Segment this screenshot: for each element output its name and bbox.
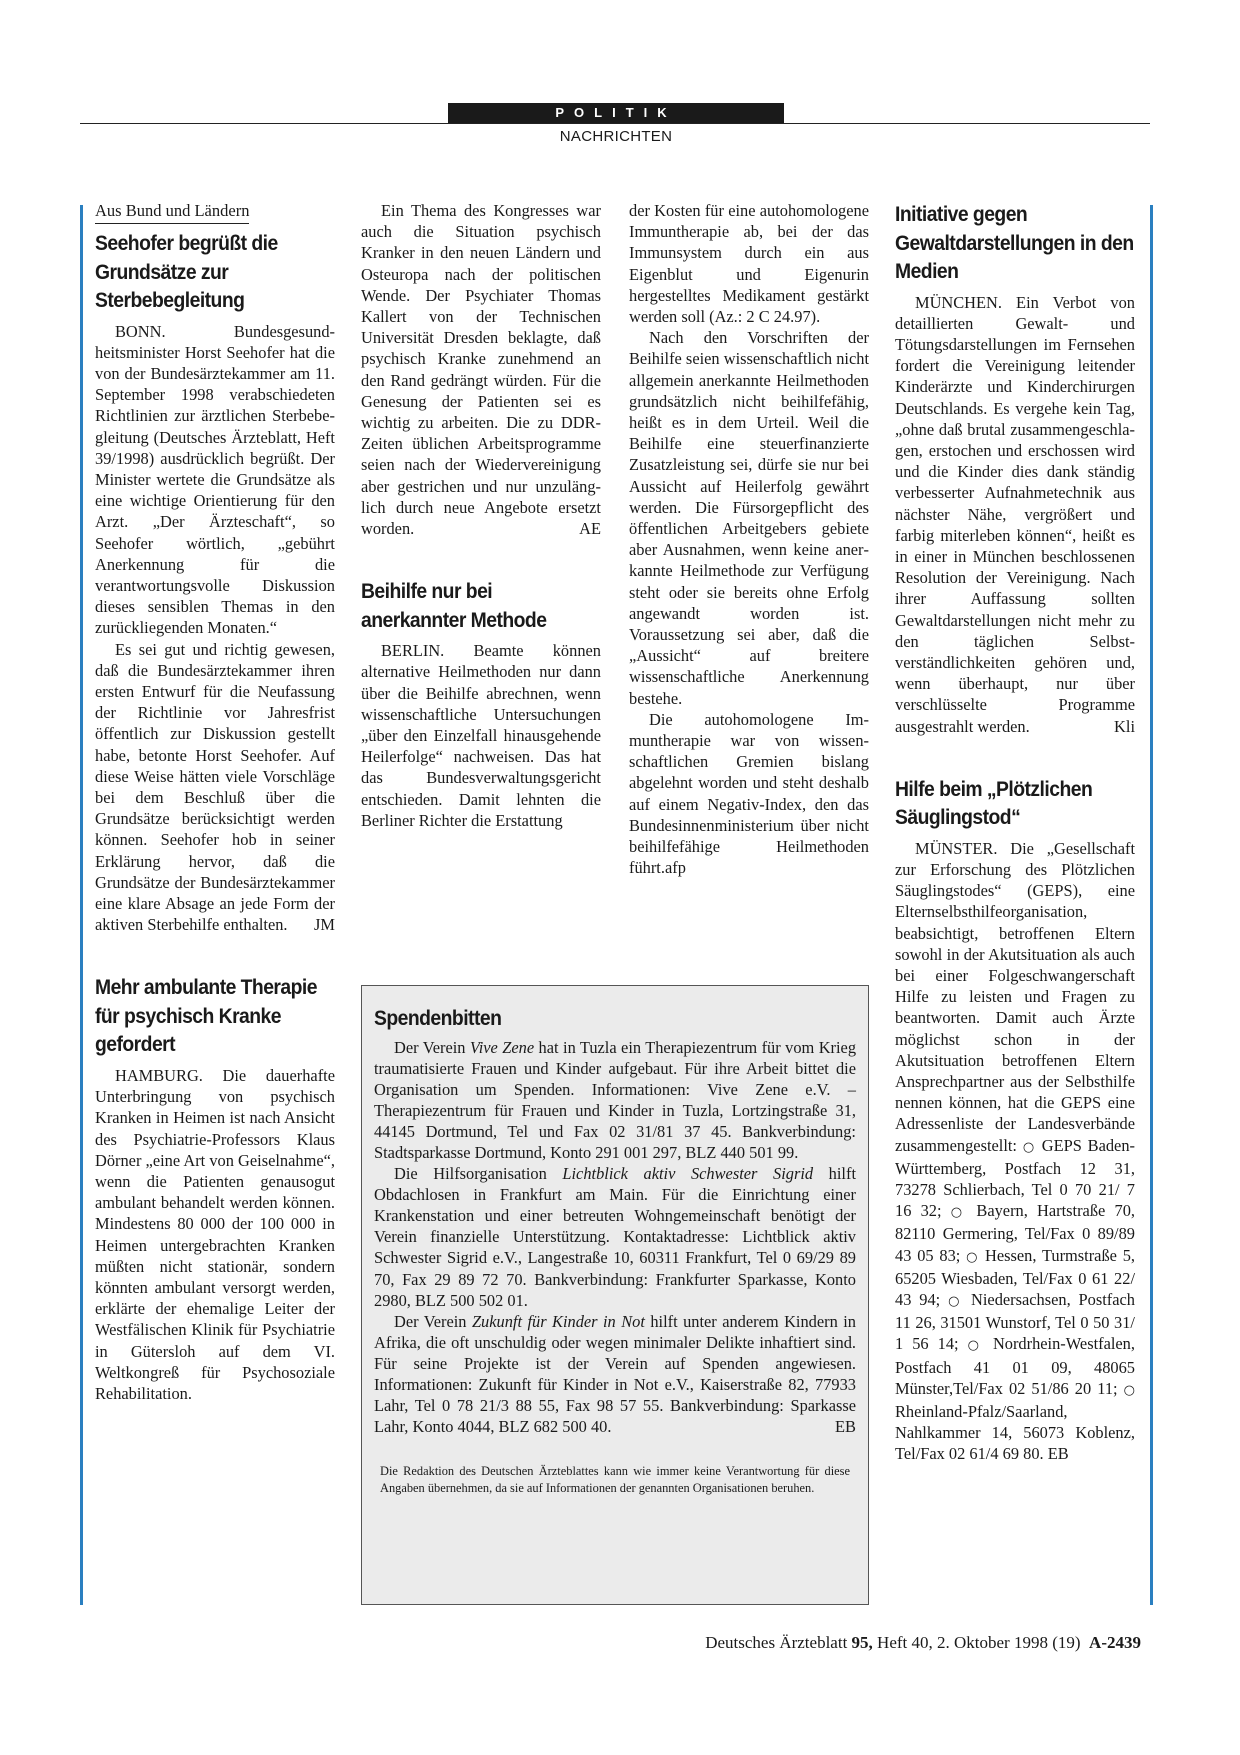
journal-name: Deutsches Ärzteblatt [705, 1633, 848, 1652]
column-1 [95, 200, 335, 1404]
box-headline: Spendenbitten [374, 1006, 502, 1030]
box-text [374, 1037, 856, 1438]
author-signature: JM [314, 915, 335, 935]
article-paragraph: der Kosten für eine autohomologene Immuntherapie ab, bei der das Immunsystem durch ein aus Eigenblut und Eigenurin hergestelltes Medikament gestärkt werden soll (Az.: 2 C 24.97). [629, 201, 869, 327]
page-footer [705, 1633, 1141, 1653]
article-paragraph: BERLIN. Beamte können alternative Heilmethoden nur dann über die Beihilfe abrechnen, wenn wissenschaftliche Untersuchungen „über den Einzelfall hinausgehende Heilerfolge“ nachweisen. Das hat das Bundesverwaltungsgericht entschieden. Damit lehnten die Berliner Richter die Erstattung [361, 641, 601, 830]
column-3 [629, 200, 869, 879]
circle-bullet-icon: ○ [966, 1249, 980, 1265]
section-label: POLITIK [448, 103, 784, 123]
column-2 [361, 200, 601, 831]
circle-bullet-icon: ○ [967, 1338, 984, 1354]
article-headline: Beihilfe nur bei anerkannter Methode [361, 579, 547, 632]
circle-bullet-icon: ○ [948, 1294, 964, 1310]
article-paragraph [95, 639, 335, 936]
article-headline: Hilfe beim „Plötzlichen Säuglingstod“ [895, 776, 1093, 830]
article-headline: Mehr ambulante Therapie für psychisch Kranke gefordert [95, 975, 317, 1057]
address-entry: Niedersachsen, Postfach 11 26, 31501 Wunstorf, Tel 0 50 31/ 1 56 14; [895, 1290, 1135, 1354]
address-entry: GEPS Baden-Württemberg, Postfach 12 31, 73278 Schlierbach, Tel 0 70 21/ 7 16 32; [895, 1135, 1135, 1221]
rubric: Aus Bund und Ländern [95, 200, 249, 224]
article-paragraph [361, 200, 601, 539]
box-paragraph [374, 1037, 856, 1164]
article-paragraph: HAMBURG. Die dauerhafte Unterbringung von psychisch Kranken in Heimen ist nach Ansicht des Psychiatrie-Professors Klaus Dörner „eine Art von Geiselnahme“, wenn die Patienten genausogut ambulant behandelt werden können. Mindestens 80 000 der 100 000 in Heimen untergebrachten Kranken müßten nicht stationär, sondern könnten ambulant versorgt werden, erklärte der ehemalige Leiter der Westfälischen Klinik für Psychiatrie in Gütersloh auf dem VI. Weltkongreß für Psychosoziale Rehabilitation. [95, 1065, 335, 1403]
subsection-label: NACHRICHTEN [559, 128, 673, 145]
right-accent-bar [1150, 205, 1153, 1605]
text-run: Die Hilfsorganisation [394, 1164, 563, 1184]
address-entry: Bayern, Hartstraße 70, 82110 Germering, Tel/Fax 0 89/89 43 05 83; [895, 1201, 1135, 1265]
circle-bullet-icon: ○ [1123, 1382, 1135, 1398]
box-paragraph [374, 1311, 856, 1438]
paragraph-text: MÜNSTER. Die „Gesellschaft zur Erforschung des Plötzlichen Säuglingstodes“ (GEPS), eine Elternselbsthilfeorganisation, beabsichtigt, betroffenen Eltern sowohl in der Akutsituation als auch bei einer Folgeschwangerschaft Hilfe zu leisten und Fragen zu beantworten. Damit auch Ärzte möglichst schon in der Akutsituation betroffenen Eltern Ansprechpartner aus der Selbsthilfe nennen können, hat die GEPS eine Adressenliste der Landesverbände zusammengestellt: [895, 838, 1135, 1155]
paragraph-text: Die autohomologene Immuntherapie war von wissenschaftlichen Gremien bislang abgelehnt worden und steht deshalb auf einem Negativ-Index, den das Bundesinnenministerium über nicht beihilfefähige Heilmethoden führt. [629, 709, 869, 878]
text-run: hilft Obdachlosen in Frankfurt am Main. Für die Einrichtung einer Krankenstation und einer betreuten Wohngemeinschaft benötigt der Verein finanzielle Unterstützung. Kontaktadresse: Lichtblick aktiv Schwester Sigrid e.V., Langestraße 10, 60311 Frankfurt, Tel 0 69/29 89 70, Fax 29 89 72 70. Bankverbindung: Frankfurter Sparkasse, Konto 2980, BLZ 500 502 01. [374, 1164, 857, 1310]
article-paragraph [895, 292, 1135, 737]
disclaimer-note: Die Redaktion des Deutschen Ärzteblattes kann wie immer keine Verantwortung für diese Angaben übernehmen, da sie auf Informationen der genannten Organisationen beruhen. [380, 1464, 850, 1495]
left-accent-bar [80, 205, 83, 1605]
article-paragraph: Nach den Vorschriften der Beihilfe seien wissenschaftlich nicht allgemein anerkannte Heilmethoden grundsätzlich nicht beihilfefähig, heißt es in dem Urteil. Weil die Beihilfe eine steuerfinanzierte Zusatzleistung sei, dürfe sie nur bei Aussicht auf Heilerfolg gewährt werden. Die Fürsorgepflicht des öffentlichen Arbeitgebers gebiete aber Ausnahmen, wenn keine anerkannte Heilmethode zur Verfügung steht oder sie bereits ohne Erfolg angewandt worden ist. Voraussetzung sei aber, daß die „Aussicht“ auf breitere wissenschaftliche Anerkennung bestehe. [629, 328, 869, 708]
column-4 [895, 200, 1135, 1465]
article-paragraph: BONN. Bundesgesundheitsminister Horst Seehofer hat die von der Bundesärztekammer am 11. September 1998 verabschiedeten Richtlinien zur ärztlichen Sterbebegleitung (Deutsches Ärzteblatt, Heft 39/1998) ausdrücklich begrüßt. Der Minister wertete die Grundsätze als eine wichtige Orientierung für den Arzt. „Der Ärzteschaft“, so Seehofer wörtlich, „gebührt Anerkennung für die verantwortungsvolle Diskussion dieses sensiblen Themas in den zurückliegenden Monaten.“ [95, 321, 335, 638]
organization-name: Lichtblick aktiv Schwester Sigrid [562, 1164, 814, 1184]
paragraph-text: MÜNCHEN. Ein Verbot von detaillierten Gewalt- und Tötungsdarstellungen im Fernsehen fordert die Vereinigung leitender Kinderärzte und Kinderchirurgen Deutschlands. Es vergehe kein Tag, „ohne daß brutal zusammengeschlagen, erstochen und erschossen wird und die Kinder dies dank ständig verbesserter Aufnahmetechnik aus nächster Nähe, vergrößert und farbig miterleben können“, heißt es in einer in München beschlossenen Resolution der Vereinigung. Nach ihrer Auffassung sollten Gewaltdarstellungen nicht mehr zu den täglichen Selbstverständlichkeiten gehören und, wenn überhaupt, nur über verschlüsselte Programme ausgestrahlt werden. [895, 292, 1135, 736]
author-signature: afp [664, 858, 686, 878]
author-signature: EB [835, 1417, 856, 1437]
organization-name: Zukunft für Kinder in Not [471, 1311, 645, 1331]
article-paragraph [629, 709, 869, 879]
article-paragraph [895, 838, 1135, 1465]
circle-bullet-icon: ○ [1022, 1139, 1036, 1155]
address-entry: Nordrhein-Westfalen, Postfach 41 01 09, 48065 Münster,Tel/Fax 02 51/86 20 11; [895, 1334, 1135, 1398]
article-headline: Seehofer begrüßt die Grundsätze zur Sterbebegleitung [95, 231, 278, 312]
address-entry: Hessen, Turmstraße 5, 65205 Wiesbaden, Tel/Fax 0 61 22/ 43 94; [895, 1245, 1136, 1310]
article-headline: Initiative gegen Gewaltdarstellungen in den Medien [895, 202, 1134, 283]
header-rule [80, 123, 1150, 124]
page-number: A-2439 [1089, 1633, 1141, 1652]
text-run: Der Verein [394, 1037, 470, 1057]
box-paragraph [374, 1163, 856, 1311]
organization-name: Vive Zene [469, 1037, 535, 1057]
author-signature: AE [579, 519, 601, 539]
journal-volume: 95, [851, 1633, 873, 1652]
donation-box [361, 985, 869, 1605]
text-run: hat in Tuzla ein Therapiezentrum für vom Krieg traumatisierte Frauen und Kinder aufgebaut. Für ihre Arbeit bittet die Organisation um Spenden. Informationen: Vive Zene e.V. – Therapiezentrum für Frauen und Kinder in Tuzla, Lortzingstraße 31, 44145 Dortmund, Tel und Fax 02 31/81 37 45. Bankverbindung: Stadtsparkasse Dortmund, Konto 291 001 297, BLZ 440 501 99. [374, 1037, 857, 1162]
text-run: hilft unter anderem Kindern in Afrika, die oft unschuldig oder wegen minimaler Delikte inhaftiert sind. Für seine Projekte ist der Verein auf Spenden angewiesen. Informationen: Zukunft für Kinder in Not e.V., Kaiserstraße 82, 77933 Lahr, Tel 0 78 21/3 88 55, Fax 98 57 55. Bankverbindung: Sparkasse Lahr, Konto 4044, BLZ 682 500 40. [374, 1311, 856, 1437]
paragraph-text: Es sei gut und richtig gewesen, daß die Bundesärztekammer ihren ersten Entwurf für die Neufassung der Richtlinie vor Jahresfrist öffentlich zur Diskussion gestellt habe, betonte Horst Seehofer. Auf diese Weise hätten viele Vorschläge bei dem Beschluß über die Grundsätze berücksichtigt werden können. Seehofer hob in seiner Erklärung hervor, daß die Grundsätze der Bundesärztekammer eine klare Absage an jede Form der aktiven Sterbehilfe enthalten. [95, 639, 335, 935]
author-signature: EB [1047, 1444, 1069, 1464]
issue-info: Heft 40, 2. Oktober 1998 (19) [877, 1633, 1081, 1652]
circle-bullet-icon: ○ [950, 1205, 968, 1221]
address-entry: Rheinland-Pfalz/Saarland, Nahlkammer 14, 56073 Koblenz, Tel/Fax 02 61/4 69 80. [895, 1402, 1135, 1464]
paragraph-text: Ein Thema des Kongresses war auch die Situation psychisch Kranker in den neuen Ländern und Osteuropa nach der politischen Wende. Der Psychiater Thomas Kallert von der Technischen Universität Dresden beklagte, daß psychisch Kranke zunehmend an den Rand gedrängt würden. Für die Genesung der Patienten sei es wichtig zu arbeiten. Die zu DDR-Zeiten üblichen Arbeitsprogramme seien nach der Wiedervereinigung aber gestrichen und nur unzulänglich durch neue Angebote ersetzt worden. [361, 201, 601, 539]
text-run: Der Verein [394, 1311, 472, 1331]
author-signature: Kli [1114, 716, 1135, 736]
